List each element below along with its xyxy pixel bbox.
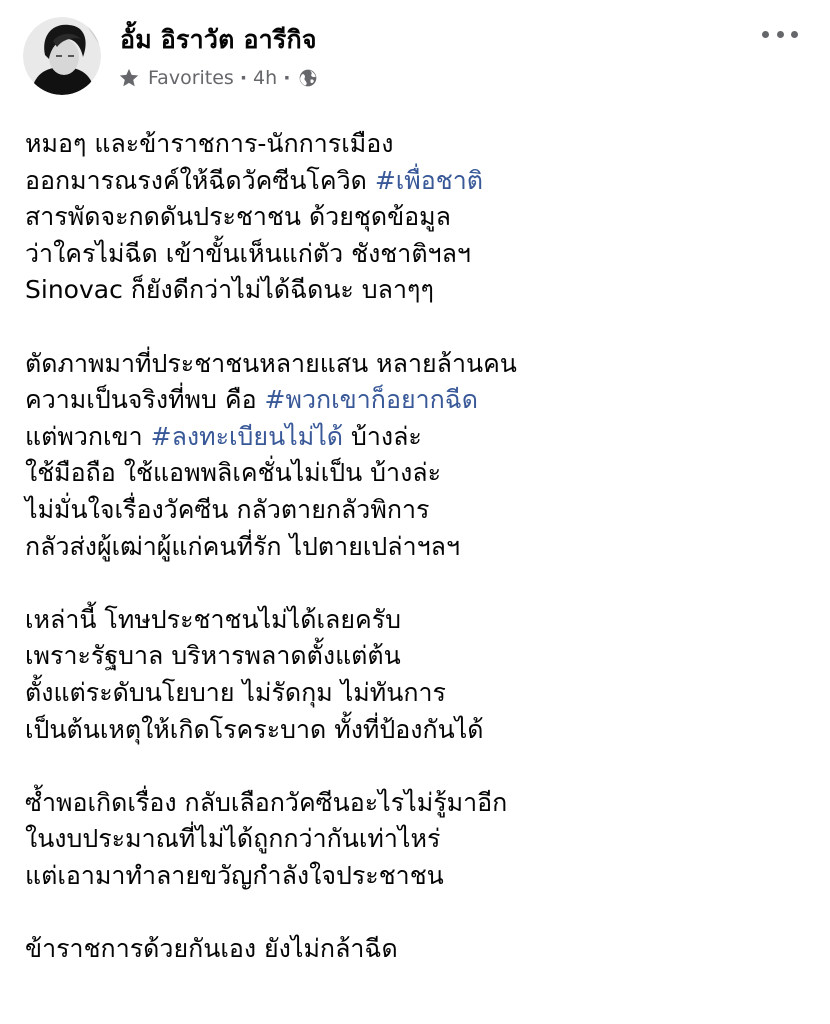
dot [762, 31, 769, 38]
post-paragraph [25, 931, 805, 968]
post-text: ข้าราชการด้วยกันเอง ยังไม่กล้าฉีด [25, 934, 398, 964]
post-paragraph [25, 126, 805, 309]
post-text: ในงบประมาณที่ไม่ได้ถูกกว่ากันเท่าไหร่ [25, 824, 441, 854]
post-text: หมอๆ และข้าราชการ-นักการเมือง [25, 129, 394, 158]
author-name[interactable]: อั้ม อิราวัต อารีกิจ [120, 25, 317, 54]
post-line [25, 163, 805, 200]
post-line [25, 492, 805, 529]
post-paragraph [25, 602, 805, 748]
post-line [25, 382, 805, 419]
post-paragraph [25, 785, 805, 895]
post-text: บ้างล่ะ [343, 421, 422, 451]
post-line [25, 785, 805, 822]
post-text: ใช้มือถือ ใช้แอพพลิเคชั่นไม่เป็น บ้างล่ะ [25, 458, 442, 488]
post-line [25, 821, 805, 858]
dot [791, 31, 798, 38]
post-text: กลัวส่งผู้เฒ่าผู้แก่คนที่รัก ไปตายเปล่าฯลฯ [25, 531, 461, 561]
post-text: ซ้ำพอเกิดเรื่อง กลับเลือกวัคซีนอะไรไม่รู้มาอีก [25, 787, 508, 817]
dot [777, 31, 784, 38]
post-text: ออกมารณรงค์ให้ฉีดวัคซีนโควิด [25, 165, 375, 195]
post-meta [118, 64, 318, 92]
post-text: Sinovac ก็ยังดีกว่าไม่ได้ฉีดนะ บลาๆๆ [25, 275, 434, 305]
post-text: ความเป็นจริงที่พบ คือ [25, 385, 265, 415]
post-line [25, 126, 805, 163]
post-line [25, 419, 805, 456]
avatar[interactable] [23, 17, 101, 95]
post-line [25, 236, 805, 273]
post-line [25, 712, 805, 749]
post-text: ว่าใครไม่ฉีด เข้าขั้นเห็นแก่ตัว ชังชาติฯลฯ [25, 238, 471, 268]
hashtag-link[interactable]: #ลงทะเบียนไม่ได้ [150, 421, 344, 451]
post-line [25, 455, 805, 492]
audience-label[interactable]: Favorites [148, 67, 234, 89]
star-icon [118, 67, 140, 89]
post-body [25, 126, 805, 1004]
post-line [25, 199, 805, 236]
post-text: แต่เอามาทำลายขวัญกำลังใจประชาชน [25, 860, 444, 890]
post-text: ตั้งแต่ระดับนโยบาย ไม่รัดกุม ไม่ทันการ [25, 677, 446, 707]
timestamp[interactable]: 4h [253, 67, 278, 89]
post-text: ไม่มั่นใจเรื่องวัคซีน กลัวตายกลัวพิการ [25, 494, 430, 524]
hashtag-link[interactable]: #เพื่อชาติ [374, 165, 484, 195]
post-line [25, 638, 805, 675]
post-text: เหล่านี้ โทษประชาชนไม่ได้เลยครับ [25, 604, 401, 634]
profile-photo-icon [23, 17, 101, 95]
post-text: แต่พวกเขา [25, 421, 151, 451]
post-text: เพราะรัฐบาล บริหารพลาดตั้งแต่ต้น [25, 641, 401, 671]
post-line [25, 602, 805, 639]
separator-dot: · [239, 67, 248, 89]
post-line [25, 272, 805, 309]
post-text: สารพัดจะกดดันประชาชน ด้วยชุดข้อมูล [25, 202, 451, 232]
post-text: ตัดภาพมาที่ประชาชนหลายแสน หลายล้านคน [25, 348, 517, 378]
more-options-button[interactable] [762, 20, 798, 48]
post-line [25, 858, 805, 895]
globe-icon [298, 68, 318, 88]
post-paragraph [25, 346, 805, 566]
post-line [25, 346, 805, 383]
post-header [0, 0, 830, 110]
hashtag-link[interactable]: #พวกเขาก็อยากฉีด [264, 385, 479, 415]
post-line [25, 931, 805, 968]
post-line [25, 529, 805, 566]
separator-dot: · [283, 67, 291, 89]
post-line [25, 675, 805, 712]
post-text: เป็นต้นเหตุให้เกิดโรคระบาด ทั้งที่ป้องกันได้ [25, 714, 484, 744]
